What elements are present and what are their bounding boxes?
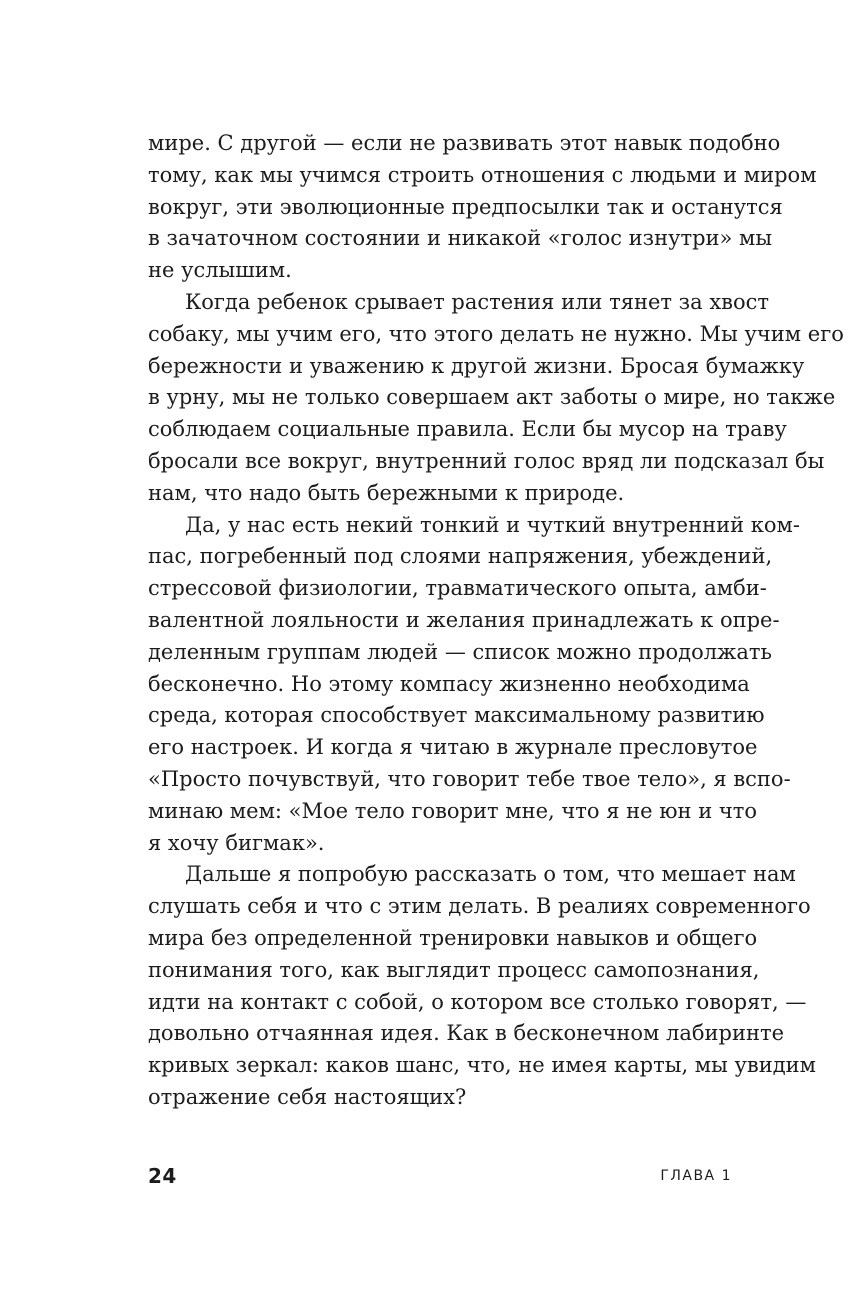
text-line: не услышим. bbox=[148, 258, 292, 283]
text-line: довольно отчаянная идея. Как в бесконечном лабиринте bbox=[148, 1021, 785, 1046]
text-line: Когда ребенок срывает растения или тянет за хвост bbox=[185, 289, 770, 314]
text-line: тому, как мы учимся строить отношения с людьми и миром bbox=[148, 162, 817, 187]
text-line: в урну, мы не только совершаем акт заботы о мире, но также bbox=[148, 385, 836, 410]
text-line: стрессовой физиологии, травматического опыта, амби- bbox=[148, 576, 767, 601]
text-line: вокруг, эти эволюционные предпосылки так и останутся bbox=[148, 194, 783, 219]
text-line: валентной лояльности и желания принадлежать к опре- bbox=[148, 607, 780, 632]
text-line: «Просто почувствуй, что говорит тебе твое тело», я вспо- bbox=[148, 766, 791, 791]
text-line: нам, что надо быть бережными к природе. bbox=[148, 480, 625, 505]
text-line: бросали все вокруг, внутренний голос вряд ли подсказал бы bbox=[148, 448, 825, 473]
body-text bbox=[148, 128, 844, 1114]
page-number: 24 bbox=[148, 1164, 177, 1188]
text-line: кривых зеркал: каков шанс, что, не имея карты, мы увидим bbox=[148, 1053, 816, 1078]
text-line: в зачаточном состоянии и никакой «голос изнутри» мы bbox=[148, 226, 773, 251]
text-line: Дальше я попробую рассказать о том, что мешает нам bbox=[185, 862, 796, 887]
text-line: среда, которая способствует максимальному развитию bbox=[148, 703, 765, 728]
paragraph-4 bbox=[148, 859, 816, 1113]
text-line: Да, у нас есть некий тонкий и чуткий внутренний ком- bbox=[185, 512, 800, 537]
text-line: бережности и уважению к другой жизни. Бросая бумажку bbox=[148, 353, 805, 378]
text-line: минаю мем: «Мое тело говорит мне, что я не юн и что bbox=[148, 798, 758, 823]
text-line: идти на контакт с собой, о котором все столько говорят, — bbox=[148, 989, 807, 1014]
text-line: отражение себя настоящих? bbox=[148, 1084, 467, 1109]
running-chapter-title: ГЛАВА 1 bbox=[660, 1168, 732, 1184]
text-line: мира без определенной тренировки навыков и общего bbox=[148, 925, 758, 950]
text-line: соблюдаем социальные правила. Если бы мусор на траву bbox=[148, 417, 787, 442]
paragraph-2 bbox=[148, 287, 844, 510]
text-line: слушать себя и что с этим делать. В реалиях современного bbox=[148, 894, 811, 919]
text-line: деленным группам людей — список можно продолжать bbox=[148, 639, 772, 664]
text-line: бесконечно. Но этому компасу жизненно необходима bbox=[148, 671, 750, 696]
paragraph-1 bbox=[148, 128, 817, 287]
text-line: мире. С другой — если не развивать этот навык подобно bbox=[148, 131, 781, 155]
text-line: понимания того, как выглядит процесс самопознания, bbox=[148, 957, 760, 982]
text-line: его настроек. И когда я читаю в журнале пресловутое bbox=[148, 735, 758, 760]
text-line: собаку, мы учим его, что этого делать не нужно. Мы учим его bbox=[148, 321, 844, 346]
paragraph-3 bbox=[148, 510, 800, 860]
text-line: я хочу бигмак». bbox=[148, 830, 325, 855]
text-line: пас, погребенный под слоями напряжения, убеждений, bbox=[148, 544, 773, 569]
